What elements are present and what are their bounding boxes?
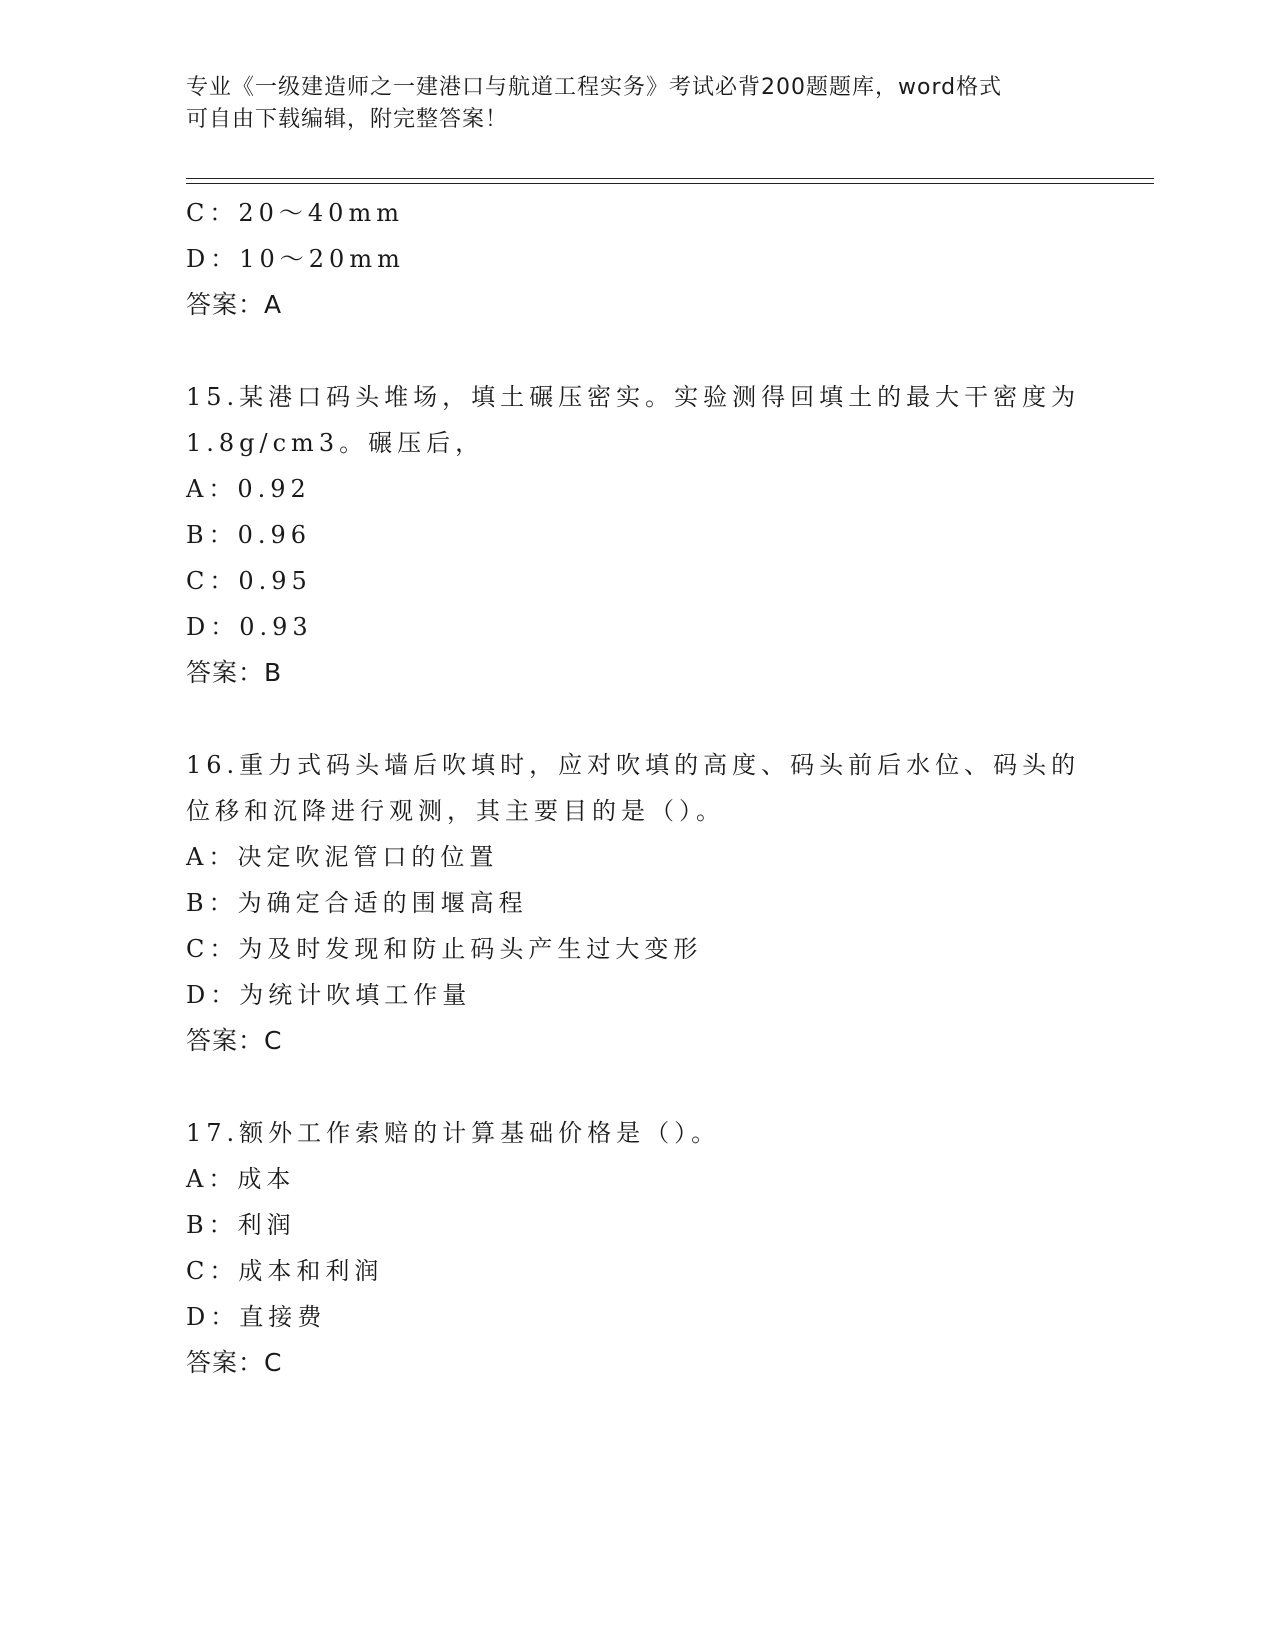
spacer xyxy=(186,696,1086,742)
option-c: C：20～40mm xyxy=(186,199,404,227)
question-17 xyxy=(186,1110,1086,1386)
answer-line: 答案：B xyxy=(186,658,283,687)
answer-line: 答案：C xyxy=(186,1348,283,1377)
option-d: D：为统计吹填工作量 xyxy=(186,981,472,1009)
question-stem-line: 15.某港口码头堆场，填土碾压密实。实验测得回填土的最大干密度为 xyxy=(186,383,1081,411)
option-d: D：直接费 xyxy=(186,1303,327,1331)
option-b: B：利润 xyxy=(186,1211,296,1239)
option-d: D：10～20mm xyxy=(186,245,405,273)
header-divider-top xyxy=(186,178,1154,179)
spacer xyxy=(186,1064,1086,1110)
header-divider-bottom xyxy=(186,183,1154,184)
document-header xyxy=(186,72,1086,136)
option-a: A：0.92 xyxy=(186,475,311,503)
option-a: A：成本 xyxy=(186,1165,296,1193)
question-15 xyxy=(186,374,1086,696)
option-c: C：成本和利润 xyxy=(186,1257,384,1285)
spacer xyxy=(186,328,1086,374)
question-16 xyxy=(186,742,1086,1064)
question-list xyxy=(186,190,1086,1386)
question-stem-line: 17.额外工作索赔的计算基础价格是（）。 xyxy=(186,1119,721,1147)
answer-line: 答案：C xyxy=(186,1026,283,1055)
option-c: C：0.95 xyxy=(186,567,312,595)
answer-line: 答案：A xyxy=(186,290,283,319)
option-c: C：为及时发现和防止码头产生过大变形 xyxy=(186,935,703,963)
option-a: A：决定吹泥管口的位置 xyxy=(186,843,499,871)
header-line-1: 专业《一级建造师之一建港口与航道工程实务》考试必背200题题库，word格式 xyxy=(186,75,1003,100)
question-14-tail xyxy=(186,190,1086,328)
question-stem-line: 1.8g/cm3。碾压后， xyxy=(186,429,485,457)
question-stem-line: 位移和沉降进行观测，其主要目的是（）。 xyxy=(186,797,725,825)
option-d: D：0.93 xyxy=(186,613,313,641)
header-line-2: 可自由下载编辑，附完整答案！ xyxy=(186,107,509,132)
option-b: B：0.96 xyxy=(186,521,312,549)
question-stem-line: 16.重力式码头墙后吹填时，应对吹填的高度、码头前后水位、码头的 xyxy=(186,751,1081,779)
option-b: B：为确定合适的围堰高程 xyxy=(186,889,528,917)
